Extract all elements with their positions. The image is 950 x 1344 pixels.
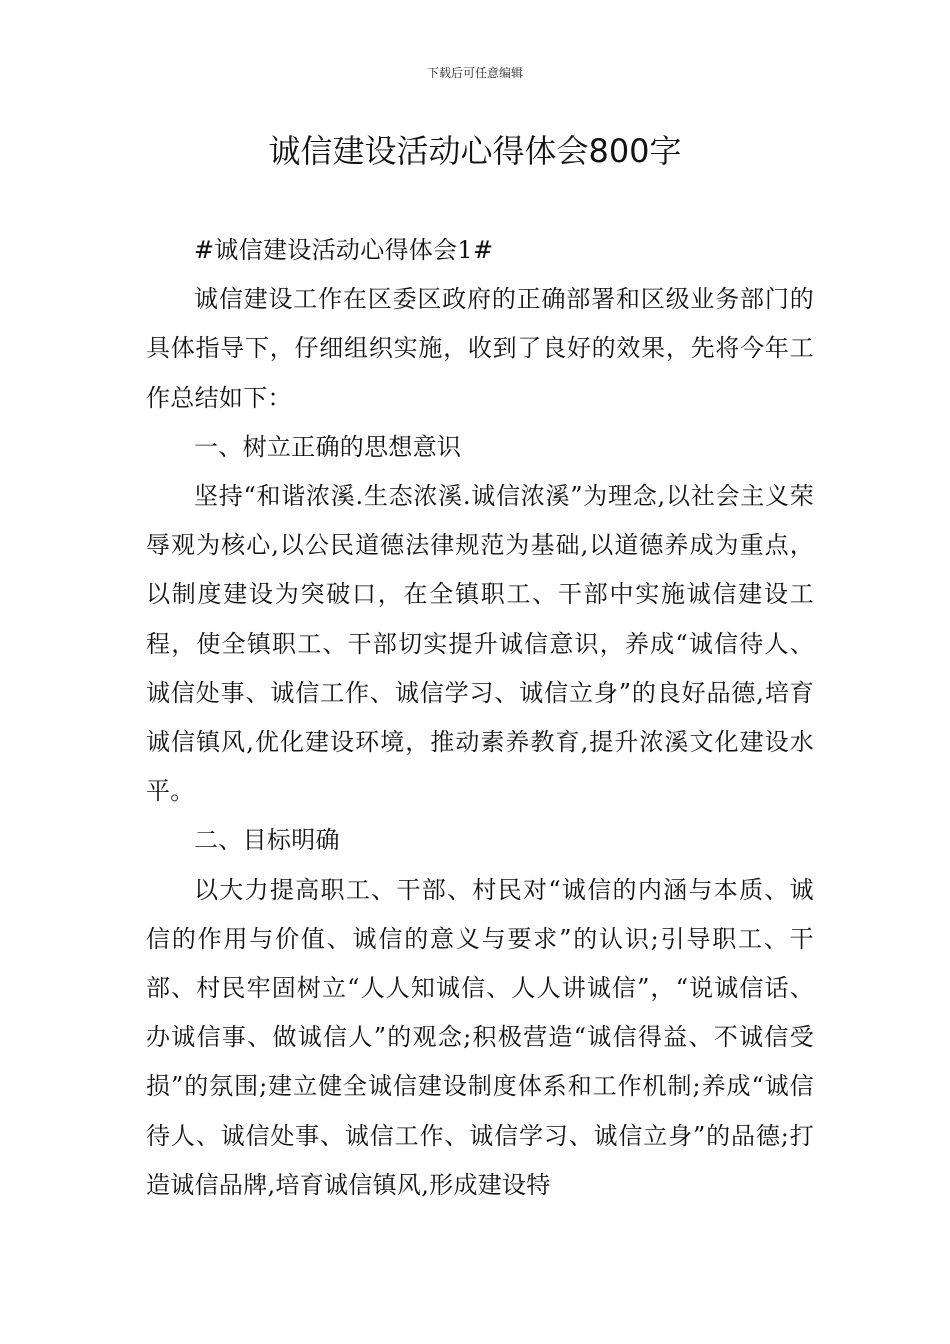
- section-heading-1: #诚信建设活动心得体会1#: [194, 236, 494, 264]
- document-body: [146, 226, 814, 1210]
- paragraph-goals: 以大力提高职工、干部、村民对“诚信的内涵与本质、诚信的作用与价值、诚信的意义与要求”的认识;引导职工、干部、村民牢固树立“人人知诚信、人人讲诚信”，“说诚信话、办诚信事、做诚信人”的观念;积极营造“诚信得益、不诚信受损”的氛围;建立健全诚信建设制度体系和工作机制;养成“诚信待人、诚信处事、诚信工作、诚信学习、诚信立身”的品德;打造诚信品牌,培育诚信镇风,形成建设特: [146, 875, 814, 1199]
- paragraph-intro: 诚信建设工作在区委区政府的正确部署和区级业务部门的具体指导下，仔细组织实施，收到了良好的效果，先将今年工作总结如下：: [146, 285, 814, 412]
- section-heading-ideology: 一、树立正确的思想意识: [194, 432, 462, 461]
- page-header-note: 下载后可任意编辑: [426, 66, 523, 80]
- paragraph-ideology: 坚持“和谐浓溪.生态浓溪.诚信浓溪”为理念,以社会主义荣辱观为核心,以公民道德法律规范为基础,以道德养成为重点，以制度建设为突破口，在全镇职工、干部中实施诚信建设工程，使全镇职工、干部切实提升诚信意识，养成“诚信待人、诚信处事、诚信工作、诚信学习、诚信立身”的良好品德,培育诚信镇风,优化建设环境，推动素养教育,提升浓溪文化建设水平。: [146, 482, 814, 806]
- section-heading-goals: 二、目标明确: [194, 826, 340, 855]
- document-title: 诚信建设活动心得体会800字: [268, 132, 682, 170]
